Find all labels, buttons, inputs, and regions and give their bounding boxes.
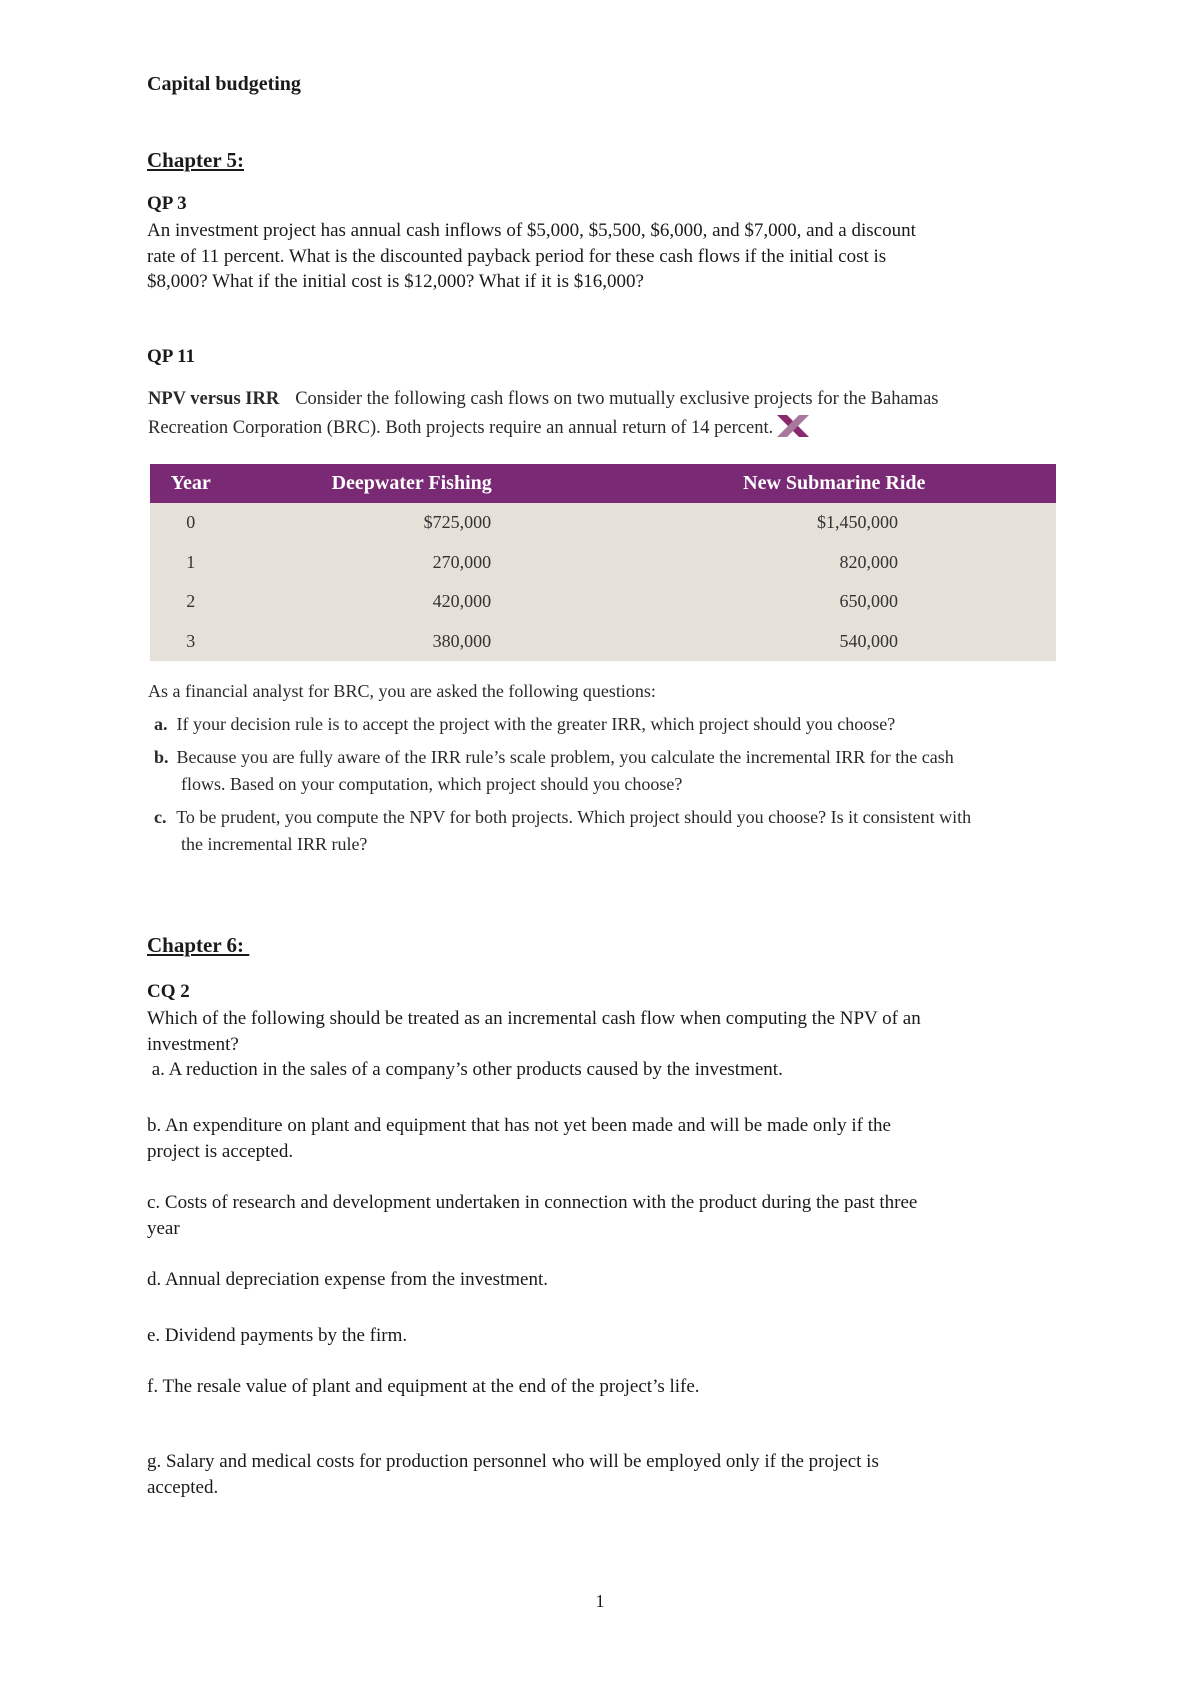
- cq2-question-line: investment?: [147, 1033, 239, 1055]
- qp11-questions: [148, 678, 1068, 858]
- cell-deepwater-fishing: 380,000: [232, 622, 637, 662]
- table-row: [150, 543, 1056, 583]
- question-line: Because you are fully aware of the IRR rule’s scale problem, you calculate the incremental IRR for the cash: [176, 747, 954, 767]
- question-a: [154, 711, 1068, 738]
- cell-new-submarine-ride: 650,000: [636, 582, 1056, 622]
- qp11-lead: As a financial analyst for BRC, you are asked the following questions:: [148, 681, 656, 701]
- cq2-option-f: f. The resale value of plant and equipment at the end of the project’s life.: [147, 1376, 700, 1397]
- qp3-text: [147, 218, 1067, 295]
- question-line: flows. Based on your computation, which project should you choose?: [181, 774, 683, 794]
- option-line: year: [147, 1217, 180, 1239]
- question-line: the incremental IRR rule?: [181, 834, 368, 854]
- question-label: a.: [154, 714, 168, 734]
- cell-deepwater-fishing: $725,000: [232, 503, 637, 543]
- chapter-5-heading: Chapter 5:: [147, 148, 245, 172]
- excel-icon: [775, 413, 813, 448]
- cell-deepwater-fishing: 420,000: [232, 582, 637, 622]
- qp3-line: $8,000? What if the initial cost is $12,000? What if it is $16,000?: [147, 271, 644, 292]
- table-row: [150, 622, 1056, 662]
- table-header-row: [150, 464, 1056, 503]
- qp3-line: An investment project has annual cash inflows of $5,000, $5,500, $6,000, and $7,000, and a discount: [147, 220, 916, 241]
- qp3-line: rate of 11 percent. What is the discounted payback period for these cash flows if the initial cost is: [147, 245, 887, 267]
- cq2-label: CQ 2: [147, 981, 190, 1002]
- cq2-question-line: Which of the following should be treated as an incremental cash flow when computing the NPV of an: [147, 1008, 921, 1029]
- option-line: project is accepted.: [147, 1140, 294, 1162]
- cq2-option-b: [147, 1113, 1067, 1164]
- qp3-label: QP 3: [147, 193, 187, 214]
- question-line: If your decision rule is to accept the project with the greater IRR, which project should you choose?: [176, 714, 896, 734]
- cell-year: 3: [150, 622, 232, 662]
- cq2-option-c: [147, 1190, 1067, 1241]
- option-line: c. Costs of research and development undertaken in connection with the product during the past three: [147, 1192, 918, 1213]
- question-label: c.: [154, 807, 167, 827]
- cell-deepwater-fishing: 270,000: [232, 543, 637, 583]
- cq2-option-e: e. Dividend payments by the firm.: [147, 1325, 408, 1346]
- cell-new-submarine-ride: 540,000: [636, 622, 1056, 662]
- qp11-intro-line: Recreation Corporation (BRC). Both projects require an annual return of 14 percent.: [148, 418, 774, 438]
- cash-flow-table: [150, 464, 1056, 661]
- chapter-6-heading: Chapter 6:: [147, 933, 250, 957]
- table-row: [150, 582, 1056, 622]
- cell-new-submarine-ride: $1,450,000: [636, 503, 1056, 543]
- cq2-option-d: d. Annual depreciation expense from the investment.: [147, 1269, 548, 1290]
- cell-year: 1: [150, 543, 232, 583]
- qp11-intro-line: Consider the following cash flows on two mutually exclusive projects for the Bahamas: [295, 389, 939, 409]
- table-row: [150, 503, 1056, 543]
- question-label: b.: [154, 747, 169, 767]
- question-c: [154, 804, 1068, 858]
- column-header-deepwater-fishing: Deepwater Fishing: [232, 464, 637, 503]
- cell-year: 2: [150, 582, 232, 622]
- qp11-label: QP 11: [147, 346, 196, 367]
- qp11-intro: [148, 385, 1048, 448]
- column-header-year: Year: [150, 464, 232, 503]
- column-header-new-submarine-ride: New Submarine Ride: [636, 464, 1056, 503]
- cell-year: 0: [150, 503, 232, 543]
- cell-new-submarine-ride: 820,000: [636, 543, 1056, 583]
- cq2-question: [147, 1006, 1067, 1057]
- page-number: 1: [595, 1591, 605, 1611]
- option-line: b. An expenditure on plant and equipment that has not yet been made and will be made only if the: [147, 1115, 891, 1136]
- question-b: [154, 744, 1068, 798]
- question-line: To be prudent, you compute the NPV for both projects. Which project should you choose? Is it consistent with: [176, 807, 972, 827]
- qp11-intro-head: NPV versus IRR: [148, 389, 280, 409]
- document-title: Capital budgeting: [147, 73, 301, 95]
- option-line: accepted.: [147, 1476, 219, 1498]
- cq2-option-g: [147, 1449, 1067, 1500]
- option-line: g. Salary and medical costs for production personnel who will be employed only if the project is: [147, 1451, 879, 1472]
- cq2-option-a: a. A reduction in the sales of a company’s other products caused by the investment.: [147, 1059, 783, 1080]
